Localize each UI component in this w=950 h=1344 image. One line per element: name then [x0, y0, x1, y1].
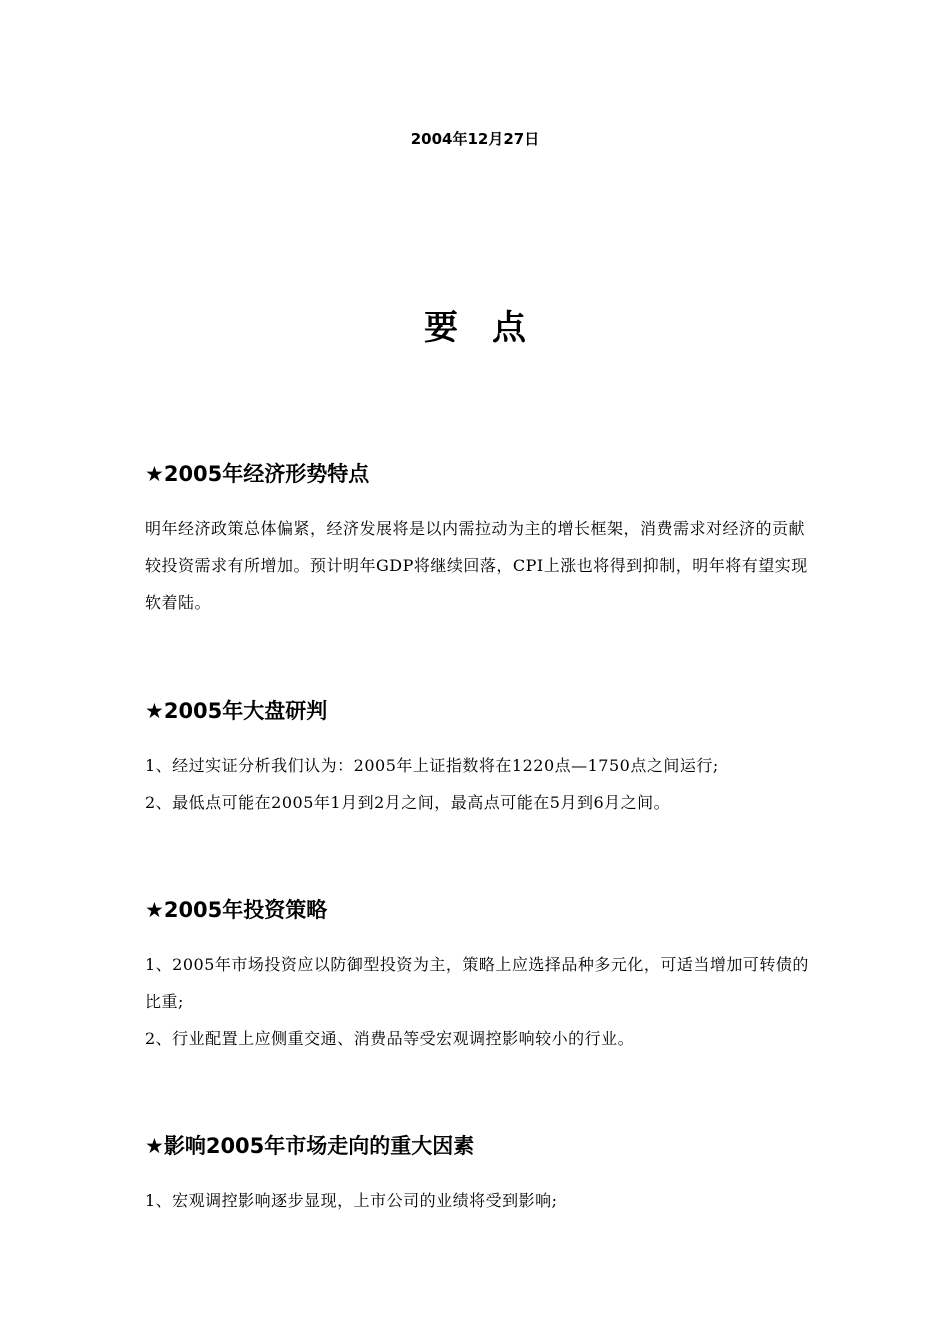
list-item: 1、宏观调控影响逐步显现，上市公司的业绩将受到影响;: [145, 1191, 558, 1210]
report-date: 2004年12月27日: [410, 130, 540, 148]
section-major-factors: [145, 1132, 815, 1219]
list-item: 2、行业配置上应侧重交通、消费品等受宏观调控影响较小的行业。: [145, 1029, 635, 1048]
list-item: 2、最低点可能在2005年1月到2月之间，最高点可能在5月到6月之间。: [145, 793, 671, 812]
section-heading: ★2005年投资策略: [145, 898, 328, 922]
section-market-forecast: [145, 697, 815, 821]
section-economic-outlook: [145, 460, 815, 621]
section-heading: ★2005年经济形势特点: [145, 462, 370, 486]
section-investment-strategy: [145, 896, 815, 1057]
page-title: 要 点: [424, 308, 526, 348]
section-heading: ★2005年大盘研判: [145, 699, 328, 723]
section-paragraph: 明年经济政策总体偏紧，经济发展将是以内需拉动为主的增长框架，消费需求对经济的贡献较投资需求有所增加。预计明年GDP将继续回落，CPI上涨也将得到抑制，明年将有望实现软着陆。: [145, 519, 808, 612]
list-item: 1、2005年市场投资应以防御型投资为主，策略上应选择品种多元化，可适当增加可转债的比重;: [145, 955, 809, 1011]
section-heading: ★影响2005年市场走向的重大因素: [145, 1134, 475, 1158]
list-item: 1、经过实证分析我们认为：2005年上证指数将在1220点—1750点之间运行;: [145, 756, 719, 775]
